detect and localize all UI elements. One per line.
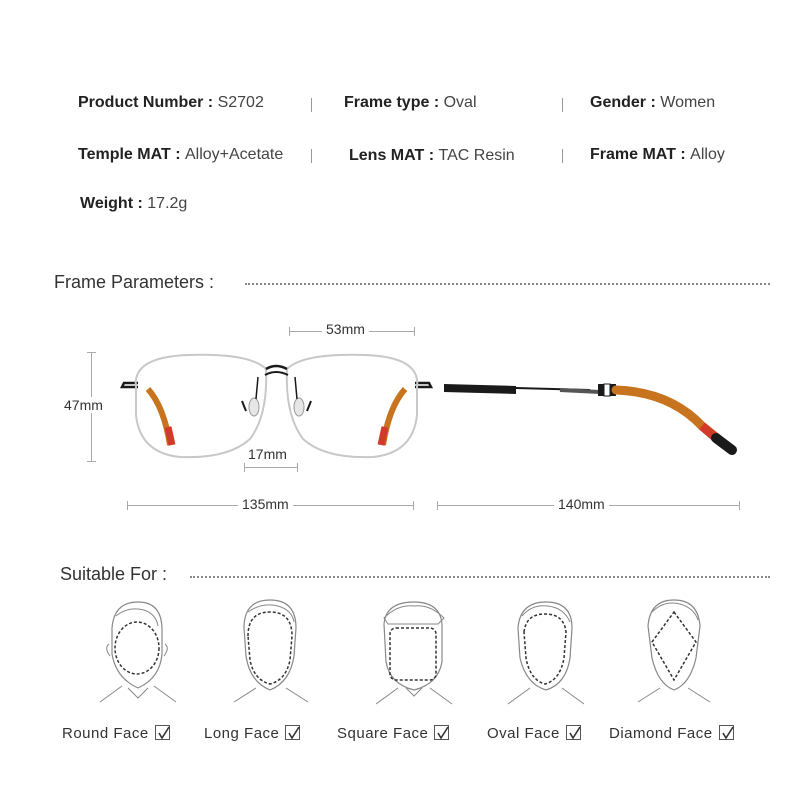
spec-frame-mat — [590, 146, 725, 164]
spec-value: Women — [660, 94, 716, 111]
spec-key: Product Number — [78, 94, 204, 111]
spec-lens-mat — [349, 147, 515, 165]
spec-gender — [590, 94, 715, 112]
long-face-label — [204, 725, 300, 742]
spec-key: Frame MAT — [590, 146, 676, 163]
round-face-label — [62, 725, 170, 742]
spec-colon: : — [175, 146, 185, 163]
bridge-dimension — [244, 467, 298, 468]
lens-height-label: 47mm — [64, 397, 103, 413]
face-label-text: Diamond Face — [609, 725, 713, 742]
frame-parameters-title: Frame Parameters : — [54, 272, 222, 293]
bridge-label: 17mm — [244, 446, 291, 462]
checkmark-icon — [285, 725, 300, 740]
spec-key: Lens MAT — [349, 147, 425, 164]
spec-weight — [80, 195, 187, 213]
spec-value: Alloy — [690, 146, 725, 163]
spec-value: TAC Resin — [438, 147, 515, 164]
square-face-icon — [368, 598, 458, 708]
spec-value: Oval — [443, 94, 477, 111]
face-label-text: Round Face — [62, 725, 149, 742]
section-divider — [190, 576, 770, 578]
square-face-label — [337, 725, 449, 742]
spec-colon: : — [137, 195, 148, 212]
spec-key: Gender — [590, 94, 647, 111]
spec-colon: : — [680, 146, 691, 163]
divider — [562, 98, 563, 112]
spec-frame-type — [344, 94, 477, 112]
long-face-icon — [226, 596, 316, 706]
spec-value: S2702 — [217, 94, 264, 111]
oval-face-label — [487, 725, 581, 742]
spec-value: Alloy+Acetate — [184, 146, 284, 163]
spec-colon: : — [428, 147, 439, 164]
spec-colon: : — [433, 94, 444, 111]
suitable-for-title: Suitable For : — [60, 564, 175, 585]
frame-width-label: 135mm — [238, 496, 293, 512]
spec-key: Weight — [80, 195, 134, 212]
spec-colon: : — [207, 94, 218, 111]
temple-length-label: 140mm — [554, 496, 609, 512]
face-label-text: Oval Face — [487, 725, 560, 742]
oval-face-icon — [500, 598, 590, 708]
face-label-text: Square Face — [337, 725, 429, 742]
checkmark-icon — [434, 725, 449, 740]
spec-temple-mat — [78, 146, 283, 164]
divider — [562, 149, 563, 163]
lens-width-label: 53mm — [322, 321, 369, 337]
spec-key: Frame type — [344, 94, 430, 111]
spec-colon: : — [650, 94, 661, 111]
spec-value: 17.2g — [147, 195, 188, 212]
spec-product-number — [78, 94, 264, 112]
round-face-icon — [92, 598, 182, 708]
diamond-face-label — [609, 725, 734, 742]
spec-key: Temple MAT — [78, 146, 171, 163]
face-label-text: Long Face — [204, 725, 280, 742]
glasses-side-icon — [440, 370, 750, 470]
section-divider — [245, 283, 770, 285]
checkmark-icon — [155, 725, 170, 740]
checkmark-icon — [719, 725, 734, 740]
checkmark-icon — [566, 725, 581, 740]
divider — [311, 149, 312, 163]
diamond-face-icon — [628, 596, 718, 706]
divider — [311, 98, 312, 112]
